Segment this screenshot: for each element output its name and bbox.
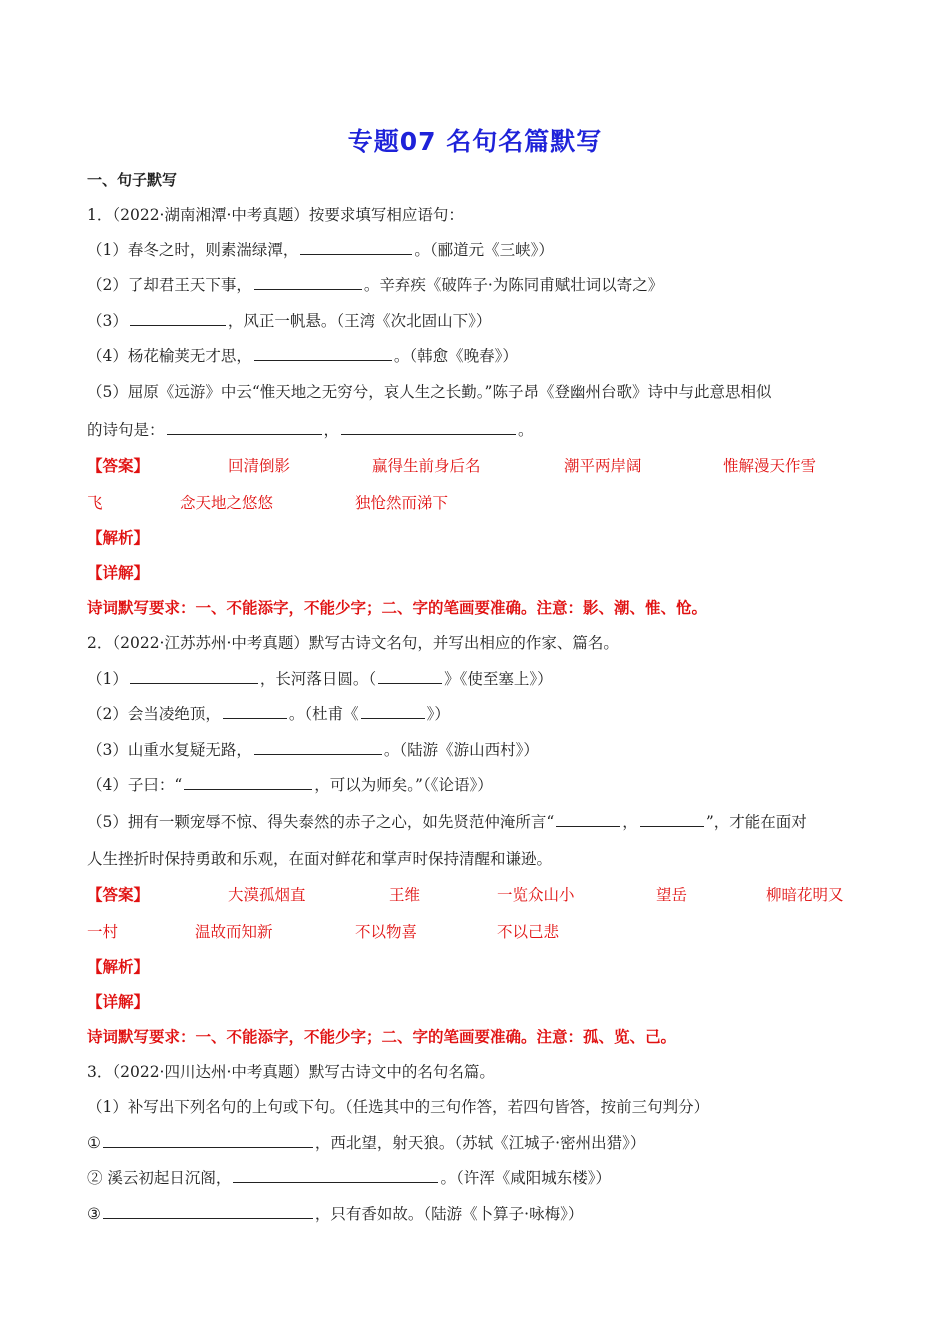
q2-answer-5-cont: 一村 — [87, 923, 119, 941]
q2-detail: 诗词默写要求：一、不能添字，不能少字；二、字的笔画要准确。注意：孤、览、己。 — [87, 1027, 677, 1046]
q2-item-1: （1） ，长河落日圆。（ 》《使至塞上》） — [87, 670, 553, 688]
q1-item-3: （3） ，风正一帆悬。（王湾《次北固山下》） — [87, 312, 492, 330]
q2-item-5-cont: 人生挫折时保持勇敢和乐观，在面对鲜花和掌声时保持清醒和谦逊。 — [87, 850, 553, 868]
q3-stem: 3．（2022·四川达州·中考真题）默写古诗文中的名句名篇。 — [87, 1063, 495, 1081]
q2-item-5: （5）拥有一颗宠辱不惊、得失泰然的赤子之心，如先贤范仲淹所言“ ， ”，才能在面对 — [87, 813, 807, 831]
section-heading: 一、句子默写 — [87, 171, 178, 189]
answer-blank[interactable] — [130, 669, 258, 684]
q1-stem: 1．（2022·湖南湘潭·中考真题）按要求填写相应语句： — [87, 206, 464, 224]
q3-subitem-1: ① ，西北望，射天狼。（苏轼《江城子·密州出猎》） — [87, 1134, 646, 1152]
q1-answer-1: 回清倒影 — [228, 457, 291, 475]
page-title: 专题07 名句名篇默写 — [347, 127, 603, 156]
answer-blank[interactable] — [223, 704, 287, 719]
answer-blank[interactable] — [254, 275, 362, 290]
q2-answer-6: 温故而知新 — [195, 923, 273, 941]
q1-detail-label: 【详解】 — [87, 563, 150, 582]
q1-item-1: （1）春冬之时，则素湍绿潭， 。（郦道元《三峡》） — [87, 241, 554, 259]
q1-answer-2: 赢得生前身后名 — [372, 457, 481, 475]
q1-answer-4-cont: 飞 — [87, 494, 103, 512]
q1-item-4: （4）杨花榆荚无才思， 。（韩愈《晚春》） — [87, 347, 518, 365]
q1-item-5: （5）屈原《远游》中云“惟天地之无穷兮，哀人生之长勤。”陈子昂《登幽州台歌》诗中与此意思相似 — [87, 383, 772, 401]
q1-answer-label: 【答案】 — [87, 456, 150, 475]
q2-answer-7: 不以物喜 — [355, 923, 418, 941]
answer-blank[interactable] — [556, 812, 620, 827]
answer-blank[interactable] — [378, 669, 442, 684]
q2-answer-8: 不以己悲 — [497, 923, 560, 941]
q1-answer-3: 潮平两岸阔 — [564, 457, 642, 475]
q3-subitem-3: ③ ，只有香如故。（陆游《卜算子·咏梅》） — [87, 1205, 584, 1223]
q2-item-3: （3）山重水复疑无路， 。（陆游《游山西村》） — [87, 741, 539, 759]
answer-blank[interactable] — [640, 812, 704, 827]
q3-item-1: （1）补写出下列名句的上句或下句。（任选其中的三句作答，若四句皆答，按前三句判分） — [87, 1098, 710, 1116]
q1-detail: 诗词默写要求：一、不能添字，不能少字；二、字的笔画要准确。注意：影、潮、惟、怆。 — [87, 598, 708, 617]
q1-item-5-cont: 的诗句是： ， 。 — [87, 421, 534, 439]
answer-blank[interactable] — [167, 420, 322, 435]
q2-answer-3: 一览众山小 — [497, 886, 575, 904]
answer-blank[interactable] — [254, 346, 392, 361]
q2-answer-5: 柳暗花明又 — [766, 886, 844, 904]
q1-answer-6: 独怆然而涕下 — [355, 494, 449, 512]
q1-item-2: （2）了却君王天下事， 。辛弃疾《破阵子·为陈同甫赋壮词以寄之》 — [87, 276, 664, 294]
q2-analysis-label: 【解析】 — [87, 957, 150, 976]
answer-blank[interactable] — [103, 1133, 313, 1148]
q2-item-4: （4）子曰：“ ，可以为师矣。”（《论语》） — [87, 776, 493, 794]
answer-blank[interactable] — [300, 240, 412, 255]
q2-answer-1: 大漠孤烟直 — [228, 886, 306, 904]
q2-stem: 2．（2022·江苏苏州·中考真题）默写古诗文名句，并写出相应的作家、篇名。 — [87, 634, 619, 652]
q1-analysis-label: 【解析】 — [87, 528, 150, 547]
q2-answer-label: 【答案】 — [87, 885, 150, 904]
q2-detail-label: 【详解】 — [87, 992, 150, 1011]
q1-answer-4: 惟解漫天作雪 — [723, 457, 817, 475]
q2-answer-4: 望岳 — [656, 886, 688, 904]
answer-blank[interactable] — [361, 704, 425, 719]
answer-blank[interactable] — [254, 740, 382, 755]
answer-blank[interactable] — [233, 1168, 438, 1183]
q2-item-2: （2）会当凌绝顶， 。（杜甫《 》） — [87, 705, 450, 723]
q2-answer-2: 王维 — [389, 886, 421, 904]
answer-blank[interactable] — [130, 311, 226, 326]
answer-blank[interactable] — [103, 1204, 313, 1219]
answer-blank[interactable] — [341, 420, 516, 435]
q1-answer-5: 念天地之悠悠 — [180, 494, 274, 512]
q3-subitem-2: ② 溪云初起日沉阁， 。（许浑《咸阳城东楼》） — [87, 1169, 611, 1187]
answer-blank[interactable] — [184, 775, 312, 790]
